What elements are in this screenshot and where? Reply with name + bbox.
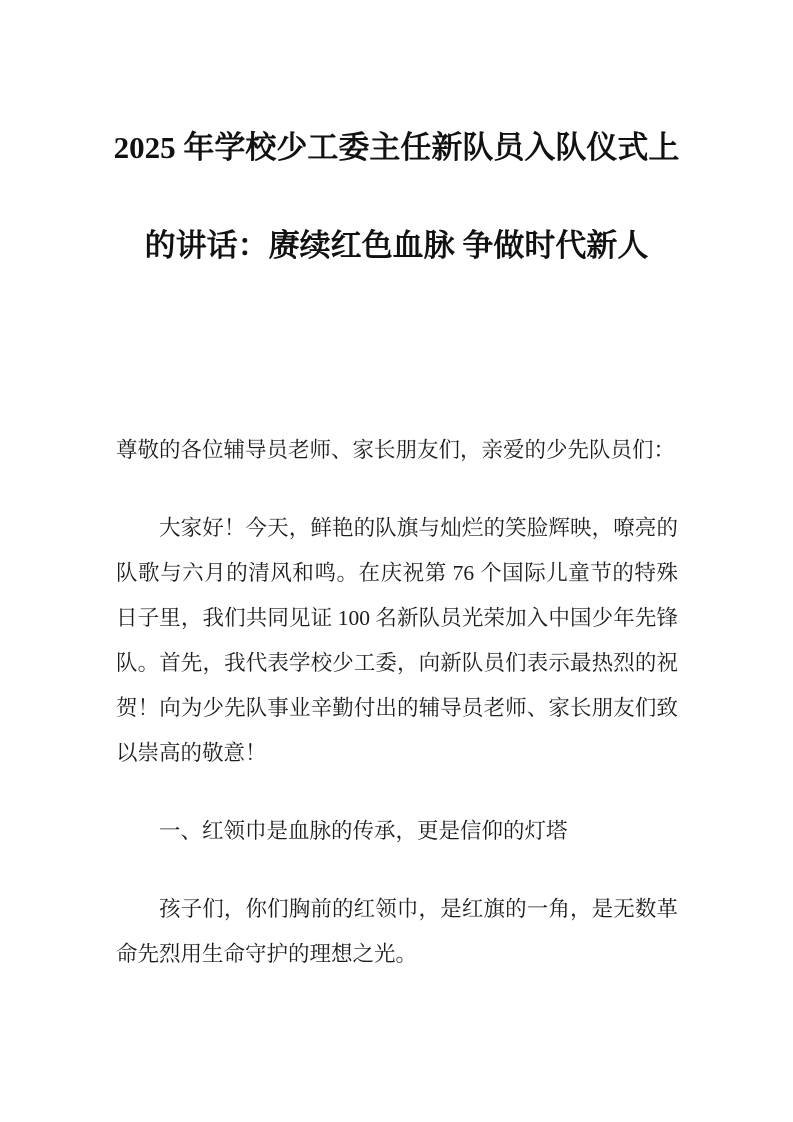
- body-paragraph-1: 大家好！今天，鲜艳的队旗与灿烂的笑脸辉映，嘹亮的队歌与六月的清风和鸣。在庆祝第 76 个国际儿童节的特殊日子里，我们共同见证 100 名新队员光荣加入中国少年先锋队。首先，我代表学校少工委，向新队员们表示最热烈的祝贺！向为少先队事业辛勤付出的辅导员老师、家长朋友们致以崇高的敬意！: [116, 516, 678, 765]
- body-paragraph-2: 孩子们，你们胸前的红领巾，是红旗的一角，是无数革命先烈用生命守护的理想之光。: [116, 897, 678, 966]
- document-body: [116, 428, 678, 1010]
- document-title-line-2: 的讲话：赓续红色血脉 争做时代新人: [144, 228, 649, 263]
- salutation-paragraph: 尊敬的各位辅导员老师、家长朋友们，亲爱的少先队员们：: [116, 438, 676, 462]
- section-heading-1: 一、红领巾是血脉的传承，更是信仰的灯塔: [159, 819, 568, 843]
- document-title-line-1: 2025 年学校少工委主任新队员入队仪式上: [113, 130, 680, 165]
